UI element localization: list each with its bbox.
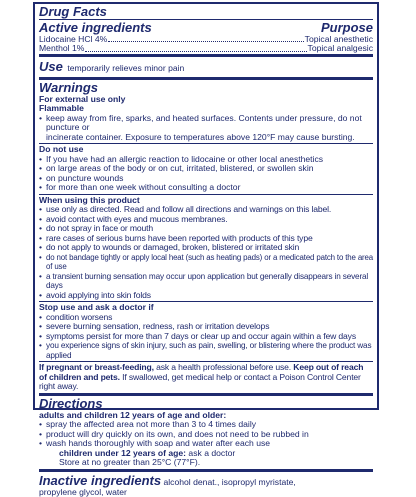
list-item: • a transient burning sensation may occur upon application but generally disappears in several days bbox=[39, 272, 373, 291]
list-item: • use only as directed. Read and follow all directions and warnings on this label. bbox=[39, 205, 373, 215]
ingredient-name: Menthol 1% bbox=[39, 43, 85, 54]
list-item: • avoid contact with eyes and mucous membranes. bbox=[39, 215, 373, 225]
directions-section bbox=[39, 396, 373, 472]
active-ingredients-section bbox=[39, 20, 373, 57]
external-use-text: For external use only bbox=[39, 93, 126, 104]
page-title: Drug Facts bbox=[39, 4, 107, 19]
list-item: • spray the affected area not more than 3 to 4 times daily bbox=[39, 420, 373, 430]
list-item: • you experience signs of skin injury, such as pain, swelling, or blistering where the product was applied bbox=[39, 341, 373, 360]
inactive-ingredients-section bbox=[39, 472, 373, 497]
keep-out-bold: Keep out of reach of children and pets. bbox=[39, 362, 364, 382]
inactive-heading: Inactive ingredients bbox=[39, 472, 162, 488]
list-item: • for more than one week without consulting a doctor bbox=[39, 183, 373, 193]
swallowed-text: If swallowed, get medical help or contact a Poison Control Center right away. bbox=[39, 371, 361, 392]
adults-heading: adults and children 12 years of age and older: bbox=[39, 409, 227, 420]
inactive-line bbox=[39, 472, 373, 488]
do-not-use-heading: Do not use bbox=[39, 144, 84, 155]
list-item: • product will dry quickly on its own, and does not need to be rubbed in bbox=[39, 430, 373, 440]
list-item: • do not spray in face or mouth bbox=[39, 224, 373, 234]
pregnancy-section bbox=[39, 362, 373, 396]
store-text: Store at no greater than 25°C (77°F). bbox=[59, 457, 201, 468]
list-item: • rare cases of serious burns have been reported with products of this type bbox=[39, 234, 373, 244]
list-item: • on puncture wounds bbox=[39, 174, 373, 184]
when-using-heading: When using this product bbox=[39, 194, 140, 205]
warnings-section bbox=[39, 80, 373, 145]
list-item: • wash hands thoroughly with soap and water after each use bbox=[39, 439, 373, 449]
pregnant-text: ask a health professional before use. bbox=[153, 362, 294, 373]
list-item: • keep away from fire, sparks, and heated surfaces. Contents under pressure, do not puncture or bbox=[39, 114, 373, 133]
when-using-section bbox=[39, 195, 373, 303]
ingredient-row bbox=[39, 44, 373, 53]
pregnant-bold: If pregnant or breast-feeding, bbox=[39, 362, 154, 373]
inactive-text-continued: propylene glycol, water bbox=[39, 486, 127, 497]
use-heading: Use bbox=[39, 58, 63, 74]
ingredient-name: Lidocaine HCl 4% bbox=[39, 34, 108, 44]
list-item: • symptoms persist for more than 7 days or clear up and occur again within a few days bbox=[39, 332, 373, 342]
use-text: temporarily relieves minor pain bbox=[67, 62, 185, 73]
ingredient-purpose: Topical anesthetic bbox=[304, 34, 373, 44]
children-line bbox=[39, 449, 373, 459]
list-item: • severe burning sensation, redness, rash or irritation develops bbox=[39, 322, 373, 332]
title-section bbox=[39, 4, 373, 20]
children-heading: children under 12 years of age: bbox=[59, 447, 187, 458]
ingredient-purpose: Topical analgesic bbox=[307, 43, 373, 54]
use-section bbox=[39, 57, 373, 80]
flammable-heading: Flammable bbox=[39, 103, 84, 114]
drug-facts-panel bbox=[33, 2, 379, 497]
list-item: • If you have had an allergic reaction to lidocaine or other local anesthetics bbox=[39, 155, 373, 165]
active-ingredients-heading: Active ingredients bbox=[39, 20, 152, 35]
list-item: • condition worsens bbox=[39, 313, 373, 323]
stop-use-section bbox=[39, 302, 373, 362]
inactive-text: alcohol denat., isopropyl myristate, bbox=[161, 476, 296, 487]
pregnancy-text bbox=[39, 363, 373, 392]
dot-leader bbox=[108, 35, 303, 42]
children-text: ask a doctor bbox=[186, 447, 236, 458]
list-item: • on large areas of the body or on cut, irritated, blistered, or swollen skin bbox=[39, 164, 373, 174]
stop-use-heading: Stop use and ask a doctor if bbox=[39, 302, 154, 313]
dot-leader bbox=[85, 44, 306, 51]
list-item: • avoid applying into skin folds bbox=[39, 291, 373, 301]
list-item-continued: incinerate container. Exposure to temperatures above 120°F may cause bursting. bbox=[46, 131, 355, 142]
do-not-use-section bbox=[39, 144, 373, 195]
list-item: • do not bandage tightly or apply local heat (such as heating pads) or a medicated patch to the area of use bbox=[39, 253, 373, 272]
warnings-heading: Warnings bbox=[39, 79, 98, 95]
directions-heading: Directions bbox=[39, 395, 103, 411]
purpose-heading: Purpose bbox=[320, 20, 373, 35]
list-item: • do not apply to wounds or damaged, broken, blistered or irritated skin bbox=[39, 243, 373, 253]
